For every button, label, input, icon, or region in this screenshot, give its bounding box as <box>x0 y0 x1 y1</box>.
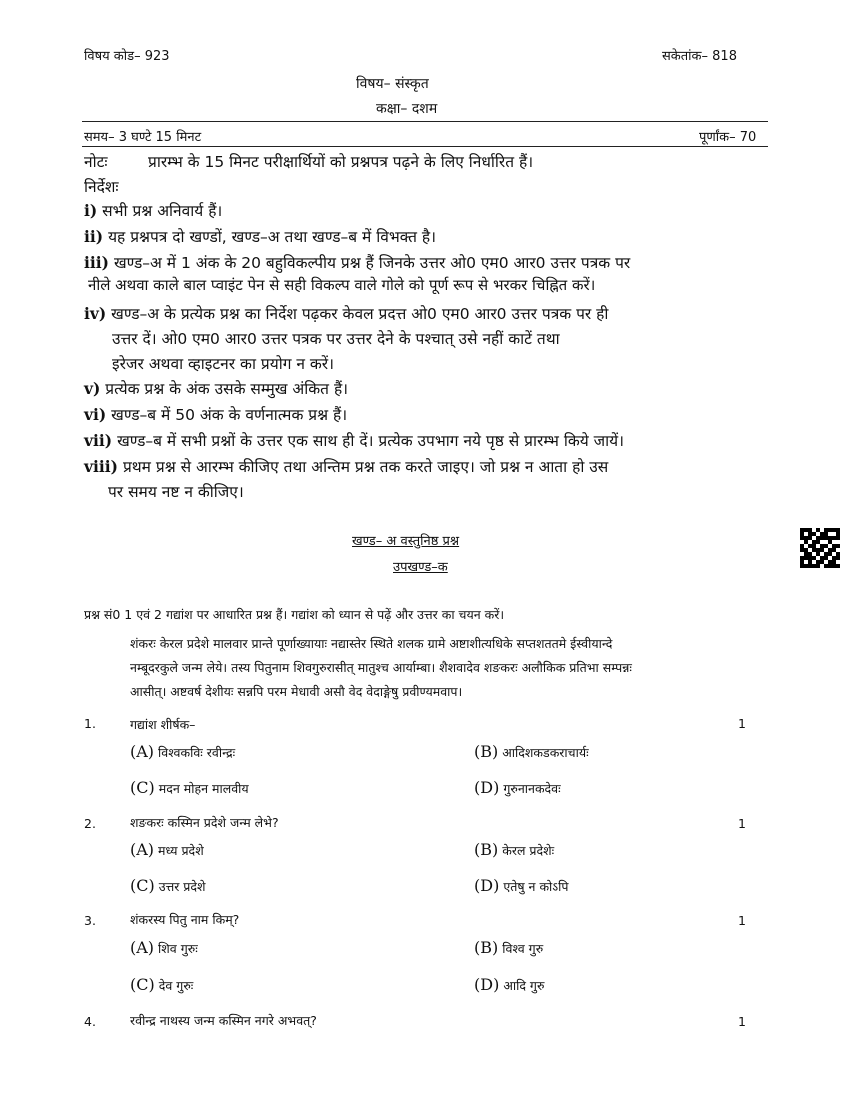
instruction-line: नीले अथवा काले बाल प्वाइंट पेन से सही विकल्प वाले गोले को पूर्ण रूप से भरकर चिह्नित करें। <box>88 276 596 294</box>
question-text: शंकरस्य पितु नाम किम्? <box>130 912 240 927</box>
option-a: (A) मध्य प्रदेशे <box>130 840 204 859</box>
option-c: (C) मदन मोहन मालवीय <box>130 778 249 797</box>
subject-title: विषय– संस्कृत <box>356 76 429 92</box>
question-marks: 1 <box>738 816 746 831</box>
option-b: (B) विश्व गुरु <box>474 938 544 957</box>
question-number: 4. <box>84 1014 96 1029</box>
question-number: 1. <box>84 716 96 731</box>
instruction-item: iii) खण्ड–अ में 1 अंक के 20 बहुविकल्पीय प्रश्न हैं जिनके उत्तर ओ0 एम0 आर0 उत्तर पत्रक पर <box>84 253 631 272</box>
passage-line: शंकरः केरल प्रदेशे मालवार प्रान्ते पूर्णाख्यायाः नद्यास्तेर स्थिते शलक ग्रामे अष्टाशीत्यधिके सप्तशततमे ईस्वीयान्दे <box>130 636 613 651</box>
instruction-line: उत्तर दें। ओ0 एम0 आर0 उत्तर पत्रक पर उत्तर देने के पश्चात् उसे नहीं काटें तथा <box>112 330 560 348</box>
question-marks: 1 <box>738 716 746 731</box>
option-a: (A) शिव गुरुः <box>130 938 198 957</box>
option-d: (D) आदि गुरु <box>474 975 545 994</box>
question-text: रवीन्द्र नाथस्य जन्म कस्मिन नगरे अभवत्? <box>130 1013 317 1028</box>
instruction-item: vi) खण्ड–ब में 50 अंक के वर्णनात्मक प्रश्न हैं। <box>84 405 348 424</box>
set-code: सकेतांक– 818 <box>662 49 737 64</box>
header-rule <box>82 121 768 122</box>
option-b: (B) आदिशकडकराचार्यः <box>474 742 589 761</box>
instruction-item: i) सभी प्रश्न अनिवार्य हैं। <box>84 201 223 220</box>
instruction-line: इरेजर अथवा व्हाइटनर का प्रयोग न करें। <box>112 355 335 373</box>
option-b: (B) केरल प्रदेशेः <box>474 840 555 859</box>
question-marks: 1 <box>738 913 746 928</box>
header-rule-bottom <box>82 146 768 147</box>
instructions-title: निर्देशः <box>84 178 119 196</box>
qr-code-icon <box>800 528 840 568</box>
question-number: 3. <box>84 913 96 928</box>
section-title: खण्ड– अ वस्तुनिष्ठ प्रश्न <box>352 534 460 549</box>
question-text: शङकरः कस्मिन प्रदेशे जन्म लेभे? <box>130 815 279 830</box>
instruction-item: iv) खण्ड–अ के प्रत्येक प्रश्न का निर्देश पढ़कर केवल प्रदत्त ओ0 एम0 आर0 उत्तर पत्रक पर ही <box>84 304 609 323</box>
note-text: प्रारम्भ के 15 मिनट परीक्षार्थियों को प्रश्नपत्र पढ़ने के लिए निर्धारित हैं। <box>148 153 534 171</box>
option-d: (D) एतेषु न कोऽपि <box>474 876 569 895</box>
instruction-item: viii) प्रथम प्रश्न से आरम्भ कीजिए तथा अन्तिम प्रश्न तक करते जाइए। जो प्रश्न न आता हो उस <box>84 457 609 476</box>
passage-line: आसीत्। अष्टवर्ष देशीयः सन्नपि परम मेधावी असौ वेद वेदाङ्गेषु प्रवीण्यमवाप। <box>130 684 463 699</box>
instruction-line: पर समय नष्ट न कीजिए। <box>108 483 244 501</box>
note-label: नोटः <box>84 153 108 171</box>
passage-line: नम्बूदरकुले जन्म लेये। तस्य पितुनाम शिवगुरुरासीत् मातुश्च आर्याम्बा। शैशवादेव शङकरः अलौकिक प्रतिभा सम्पन्नः <box>130 660 632 675</box>
class-title: कक्षा– दशम <box>376 101 438 117</box>
subsection-title: उपखण्ड–क <box>393 560 448 575</box>
question-number: 2. <box>84 816 96 831</box>
question-text: गद्यांश शीर्षक– <box>130 717 196 732</box>
question-marks: 1 <box>738 1014 746 1029</box>
option-c: (C) उत्तर प्रदेशे <box>130 876 206 895</box>
full-marks: पूर्णांक– 70 <box>699 130 757 145</box>
passage-intro: प्रश्न सं0 1 एवं 2 गद्यांश पर आधारित प्रश्न हैं। गद्यांश को ध्यान से पढ़ें और उत्तर का चयन करें। <box>84 607 505 622</box>
instruction-item: vii) खण्ड–ब में सभी प्रश्नों के उत्तर एक साथ ही दें। प्रत्येक उपभाग नये पृष्ठ से प्रारम्भ किये जायें। <box>84 431 625 450</box>
instruction-item: v) प्रत्येक प्रश्न के अंक उसके सम्मुख अंकित हैं। <box>84 379 349 398</box>
option-d: (D) गुरुनानकदेवः <box>474 778 561 797</box>
time-label: समय– 3 घण्टे 15 मिनट <box>84 130 202 145</box>
instruction-item: ii) यह प्रश्नपत्र दो खण्डों, खण्ड–अ तथा खण्ड–ब में विभक्त है। <box>84 227 436 246</box>
option-c: (C) देव गुरुः <box>130 975 194 994</box>
option-a: (A) विश्वकविः रवीन्द्रः <box>130 742 236 761</box>
subject-code: विषय कोड– 923 <box>84 49 170 64</box>
